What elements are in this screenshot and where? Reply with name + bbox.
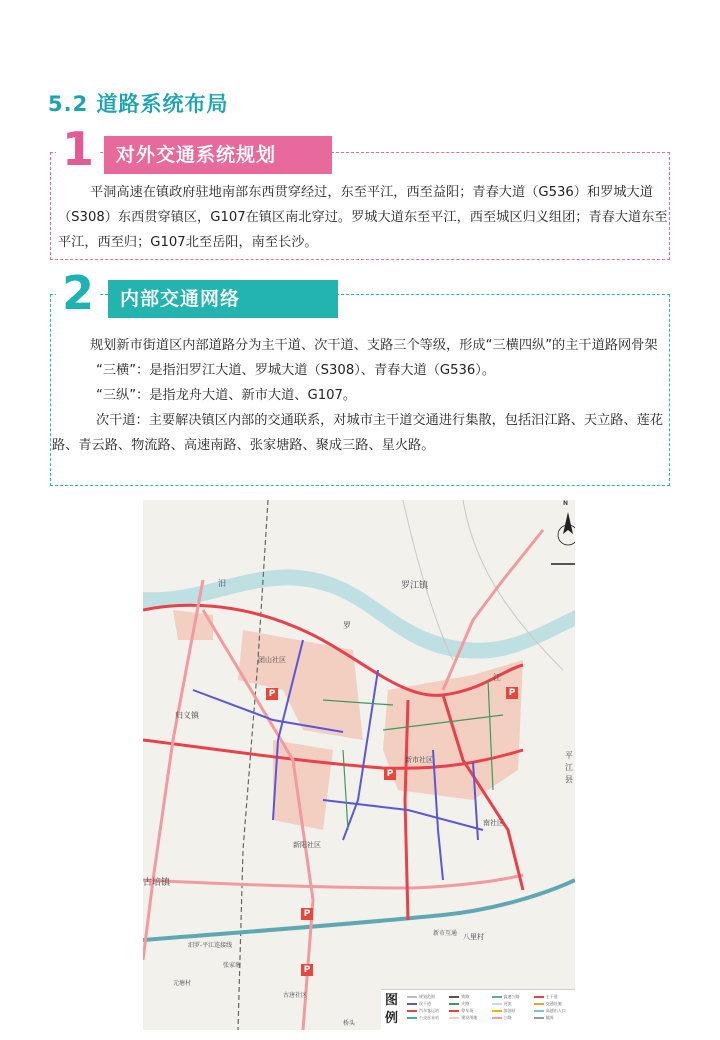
main-road — [443, 530, 543, 690]
legend-swatch — [407, 1003, 417, 1005]
section2-body — [52, 333, 670, 458]
legend-swatch — [449, 1003, 459, 1005]
legend-swatch — [492, 1003, 502, 1005]
map-label-river: 罗 — [343, 621, 351, 630]
map-label-community: 新市社区 — [405, 756, 433, 764]
map-label-river: 江 — [493, 673, 501, 682]
legend-item — [492, 993, 531, 1000]
map-label-place: 张家塘 — [223, 962, 242, 969]
section2-paragraph: “三纵”：是指龙舟大道、新市大道、G107。 — [96, 388, 357, 403]
north-arrow — [551, 512, 575, 564]
legend-item — [534, 1014, 573, 1021]
map-label-highway: 汨罗-平江连接线 — [188, 942, 233, 949]
legend-item — [407, 1007, 446, 1014]
map-label-pingjiang: 平 — [565, 751, 573, 760]
legend-swatch — [407, 1010, 417, 1012]
map-label-interchange: 新市互通 — [433, 930, 458, 937]
legend-label: 交通设施 — [545, 1000, 562, 1006]
map-label-place: 桥头 — [343, 1020, 356, 1027]
legend-label: 次干道 — [419, 1000, 431, 1006]
parking-icon: P — [506, 687, 518, 699]
river — [143, 570, 575, 659]
legend-label: 河流 — [503, 1000, 512, 1006]
legend-label: 公交首末站 — [419, 1014, 439, 1020]
parking-icon: P — [384, 768, 396, 780]
legend-swatch — [534, 996, 544, 998]
map-legend — [381, 989, 575, 1030]
legend-label: 支路 — [461, 1000, 470, 1006]
parking-icon: P — [266, 688, 278, 700]
legend-item — [449, 993, 488, 1000]
north-label: N — [563, 500, 569, 507]
map-label-pingjiang: 江 — [565, 763, 573, 772]
section2-paragraph: 规划新市街道区内部道路分为主干道、次干道、支路三个等级，形成“三横四纵”的主干道路网骨架 — [90, 338, 658, 353]
section-title: 5.2 道路系统布局 — [48, 92, 229, 116]
legend-item — [407, 993, 446, 1000]
legend-swatch — [407, 1017, 417, 1019]
legend-item — [449, 1000, 488, 1007]
section2-title: 内部交通网络 — [108, 280, 338, 318]
legend-swatch — [492, 1017, 502, 1019]
road-network-map — [143, 500, 575, 1030]
legend-swatch — [407, 996, 417, 998]
section2-paragraph: 次干道：主要解决镇区内部的交通联系，对城市主干道交通进行集散，包括汨江路、天立路、莲花路、青云路、物流路、高速南路、张家塘路、聚成三路、星火路。 — [52, 413, 664, 453]
legend-label: 高速出入口 — [545, 1007, 566, 1013]
legend-item — [449, 1007, 488, 1014]
section1-number: 1 — [56, 126, 100, 172]
legend-items — [407, 993, 573, 1028]
legend-item — [492, 1007, 531, 1014]
legend-label: 建设用地 — [461, 1014, 478, 1020]
legend-label: 主干道 — [545, 993, 558, 999]
legend-item — [534, 1007, 573, 1014]
legend-label: 铁路 — [461, 993, 470, 999]
legend-swatch — [449, 996, 459, 998]
map-label-community: 新阳社区 — [293, 841, 321, 849]
map-label-community: 古唐社区 — [283, 992, 308, 999]
legend-item — [534, 1000, 573, 1007]
section1-paragraph: 平洞高速在镇政府驻地南部东西贯穿经过，东至平江，西至益阳；青春大道（G536）和罗城大道（S308）东西贯穿镇区，G107在镇区南北穿过。罗城大道东至平江，西至城区归义组团；青春大道东至平江，西至归；G107北至岳阳，南至长沙。 — [58, 185, 668, 250]
legend-label: 高速公路 — [503, 993, 520, 999]
map-label-village: 元塘村 — [173, 980, 192, 987]
legend-label: 汽车客运站 — [419, 1007, 439, 1013]
legend-label: 镇界 — [545, 1014, 554, 1020]
map-label-community: 团山社区 — [258, 656, 286, 664]
legend-item — [407, 1014, 446, 1021]
legend-swatch — [492, 996, 502, 998]
map-label-gupei: 古培镇 — [143, 878, 171, 888]
map-label-river: 汨 — [218, 579, 226, 588]
parking-icon: P — [301, 908, 313, 920]
main-road — [143, 875, 523, 888]
section2-paragraph: “三横”：是指汨罗江大道、罗城大道（S308）、青春大道（G536）。 — [96, 363, 496, 378]
legend-swatch — [534, 1010, 544, 1012]
legend-label: 公路 — [503, 1014, 512, 1020]
builtup-area — [273, 740, 333, 830]
branch-road — [343, 750, 348, 830]
legend-label: 加油站 — [503, 1007, 516, 1013]
map-graphic — [143, 500, 575, 1030]
legend-item — [492, 1000, 531, 1007]
section2-number: 2 — [56, 270, 100, 316]
map-label-community: 南社区 — [483, 819, 504, 827]
legend-item — [449, 1014, 488, 1021]
map-label-luojiang: 罗江镇 — [401, 581, 429, 591]
map-label-guiyi: 归义镇 — [175, 711, 199, 720]
legend-item — [492, 1014, 531, 1021]
legend-title: 图例 — [385, 993, 399, 1026]
map-label-pingjiang: 县 — [565, 775, 573, 784]
legend-swatch — [492, 1010, 502, 1012]
legend-item — [407, 1000, 446, 1007]
legend-swatch — [449, 1010, 459, 1012]
legend-item — [534, 993, 573, 1000]
map-label-village: 八里村 — [463, 933, 484, 941]
legend-label: 停车场 — [461, 1007, 474, 1013]
legend-swatch — [534, 1017, 544, 1019]
legend-swatch — [534, 1003, 544, 1005]
section1-title: 对外交通系统规划 — [104, 136, 332, 174]
legend-label: 规划范围 — [419, 993, 435, 999]
legend-swatch — [449, 1017, 459, 1019]
parking-icon: P — [301, 964, 313, 976]
